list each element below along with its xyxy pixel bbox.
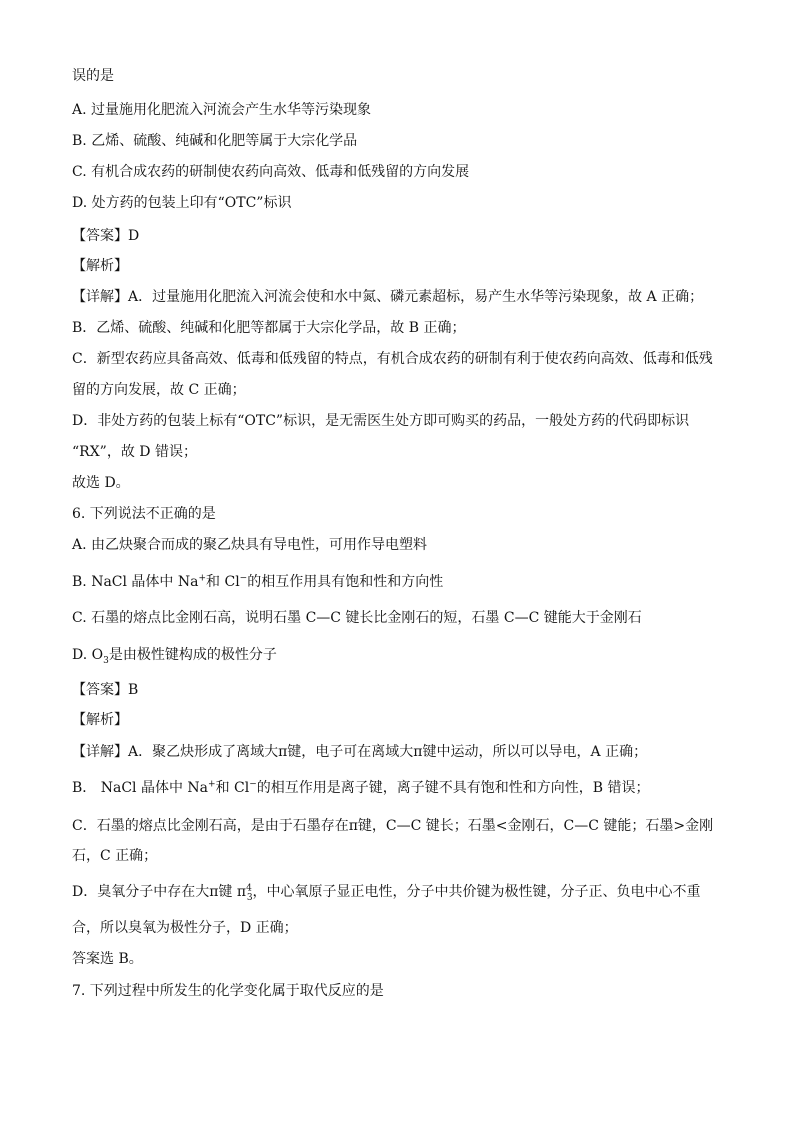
q6-analysis-label: 【解析】 <box>72 712 128 728</box>
answer-value: B <box>128 682 139 698</box>
q6-option-a: A. 由乙炔聚合而成的聚乙炔具有导电性，可用作导电塑料 <box>72 537 428 553</box>
q6-answer <box>72 680 138 700</box>
q5-detail-line-2: B．乙烯、硫酸、纯碱和化肥等都属于大宗化学品，故 B 正确； <box>72 320 466 336</box>
q5-analysis-label: 【解析】 <box>72 258 128 274</box>
answer-label: 【答案】 <box>72 682 128 698</box>
q6-option-d: D. $O_3$是由极性键构成的极性分子 <box>72 647 277 666</box>
q7-stem: 7. 下列过程中所发生的化学变化属于取代反应的是 <box>72 983 384 999</box>
answer-value: D <box>128 228 140 244</box>
q5-detail-line-6: “RX”，故 D 错误； <box>72 444 197 460</box>
q5-option-a: A. 过量施用化肥流入河流会产生水华等污染现象 <box>72 102 372 118</box>
q5-option-d: D. 处方药的包装上印有“OTC”标识 <box>72 195 292 211</box>
q6-stem: 6. 下列说法不正确的是 <box>72 506 216 522</box>
q5-option-c: C. 有机合成农药的研制使农药向高效、低毒和低残留的方向发展 <box>72 164 470 180</box>
q6-detail-a: 【详解】A．聚乙炔形成了离域大π键，电子可在离域大π键中运动，所以可以导电，A 正确； <box>72 744 648 760</box>
q5-conclusion: 故选 D。 <box>72 475 130 491</box>
q6-option-c: C. 石墨的熔点比金刚石高，说明石墨 C—C 键长比金刚石的短，石墨 C—C 键能大于金刚石 <box>72 610 642 626</box>
q5-answer <box>72 226 139 246</box>
q5-detail-line-3: C．新型农药应具备高效、低毒和低残留的特点，有机合成农药的研制有利于使农药向高效、低毒和低残 <box>72 351 713 367</box>
q5-detail-line-4: 留的方向发展，故 C 正确； <box>72 382 246 398</box>
q6-detail-b: B． NaCl 晶体中 Na+和 Cl−的相互作用是离子键，离子键不具有饱和性和方向性，B 错误； <box>72 779 650 796</box>
answer-label: 【答案】 <box>72 228 128 244</box>
q6-option-b: B. NaCl 晶体中 Na+和 Cl−的相互作用具有饱和性和方向性 <box>72 573 444 590</box>
q5-option-b: B. 乙烯、硫酸、纯碱和化肥等属于大宗化学品 <box>72 133 358 149</box>
q6-detail-c1: C．石墨的熔点比金刚石高，是由于石墨存在π键，C—C 键长；石墨<金刚石，C—C 键能；石墨>金刚 <box>72 818 714 834</box>
q5-detail-line-1: 【详解】A．过量施用化肥流入河流会使和水中氮、磷元素超标，易产生水华等污染现象，故 A 正确； <box>72 289 704 305</box>
q6-conclusion: 答案选 B。 <box>72 951 143 967</box>
q6-detail-c2: 石，C 正确； <box>72 848 158 864</box>
q6-detail-d2: 合，所以臭氧为极性分子，D 正确； <box>72 920 298 936</box>
q5-detail-line-5: D．非处方药的包装上标有“OTC”标识，是无需医生处方即可购买的药品，一般处方药的代码即标识 <box>72 413 690 429</box>
q5-stem-tail: 误的是 <box>72 68 114 84</box>
q6-detail-d1: D．臭氧分子中存在大π键 $\pi^4_3$，中心氧原子显正电性，分子中共价键为极性键，分子正、负电中心不重 <box>72 883 701 903</box>
